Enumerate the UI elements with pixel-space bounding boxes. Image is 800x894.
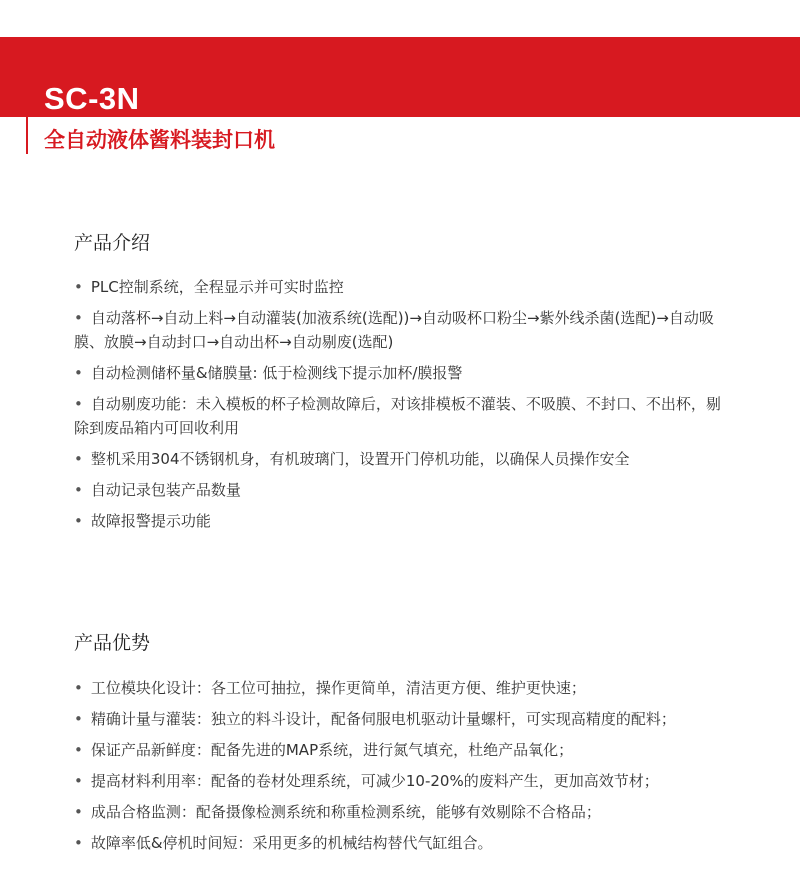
bullet-icon: • xyxy=(74,512,83,530)
intro-item xyxy=(74,306,734,354)
intro-item-text: 自动检测储杯量&储膜量: 低于检测线下提示加杯/膜报警 xyxy=(90,364,463,382)
model-title: SC-3N xyxy=(44,81,140,116)
advantage-item xyxy=(74,738,734,762)
bullet-icon: • xyxy=(74,741,83,759)
advantages-section-title: 产品优势 xyxy=(74,632,151,654)
intro-item-text: PLC控制系统，全程显示并可实时监控 xyxy=(90,278,344,296)
advantage-item xyxy=(74,831,734,855)
bullet-icon: • xyxy=(74,481,83,499)
bullet-icon: • xyxy=(74,710,83,728)
bullet-icon: • xyxy=(74,834,83,852)
intro-item xyxy=(74,447,734,471)
advantage-item xyxy=(74,800,734,824)
intro-item xyxy=(74,361,734,385)
intro-section-title: 产品介绍 xyxy=(74,232,151,254)
intro-item-text: 故障报警提示功能 xyxy=(90,512,211,530)
bullet-icon: • xyxy=(74,679,83,697)
advantage-item-text: 故障率低&停机时间短：采用更多的机械结构替代气缸组合。 xyxy=(90,834,493,852)
intro-item xyxy=(74,275,734,299)
intro-item-text: 自动记录包装产品数量 xyxy=(90,481,241,499)
bullet-icon: • xyxy=(74,309,83,327)
advantages-list xyxy=(74,676,734,862)
bullet-icon: • xyxy=(74,803,83,821)
advantage-item-text: 保证产品新鲜度：配备先进的MAP系统，进行氮气填充，杜绝产品氧化； xyxy=(90,741,574,759)
header-accent-bar xyxy=(26,82,28,154)
advantage-item xyxy=(74,707,734,731)
advantage-item-text: 成品合格监测：配备摄像检测系统和称重检测系统，能够有效剔除不合格品； xyxy=(90,803,601,821)
product-name: 全自动液体酱料装封口机 xyxy=(44,128,275,152)
advantage-item xyxy=(74,676,734,700)
bullet-icon: • xyxy=(74,364,83,382)
advantage-item xyxy=(74,769,734,793)
intro-item xyxy=(74,478,734,502)
bullet-icon: • xyxy=(74,450,83,468)
bullet-icon: • xyxy=(74,278,83,296)
bullet-icon: • xyxy=(74,772,83,790)
advantage-item-text: 精确计量与灌装：独立的料斗设计，配备伺服电机驱动计量螺杆，可实现高精度的配料； xyxy=(90,710,676,728)
advantage-item-text: 工位模块化设计：各工位可抽拉，操作更简单，清洁更方便、维护更快速； xyxy=(90,679,586,697)
intro-item-text: 自动剔废功能：未入模板的杯子检测故障后，对该排模板不灌装、不吸膜、不封口、不出杯，剔除到废品箱内可回收利用 xyxy=(74,395,721,437)
intro-list xyxy=(74,275,734,540)
intro-item-text: 整机采用304不锈钢机身，有机玻璃门，设置开门停机功能，以确保人员操作安全 xyxy=(90,450,630,468)
intro-item-text: 自动落杯→自动上料→自动灌装(加液系统(选配))→自动吸杯口粉尘→紫外线杀菌(选配)→自动吸膜、放膜→自动封口→自动出杯→自动剔废(选配) xyxy=(74,309,714,351)
advantage-item-text: 提高材料利用率：配备的卷材处理系统，可减少10-20%的废料产生，更加高效节材； xyxy=(90,772,659,790)
intro-item xyxy=(74,509,734,533)
bullet-icon: • xyxy=(74,395,83,413)
intro-item xyxy=(74,392,734,440)
